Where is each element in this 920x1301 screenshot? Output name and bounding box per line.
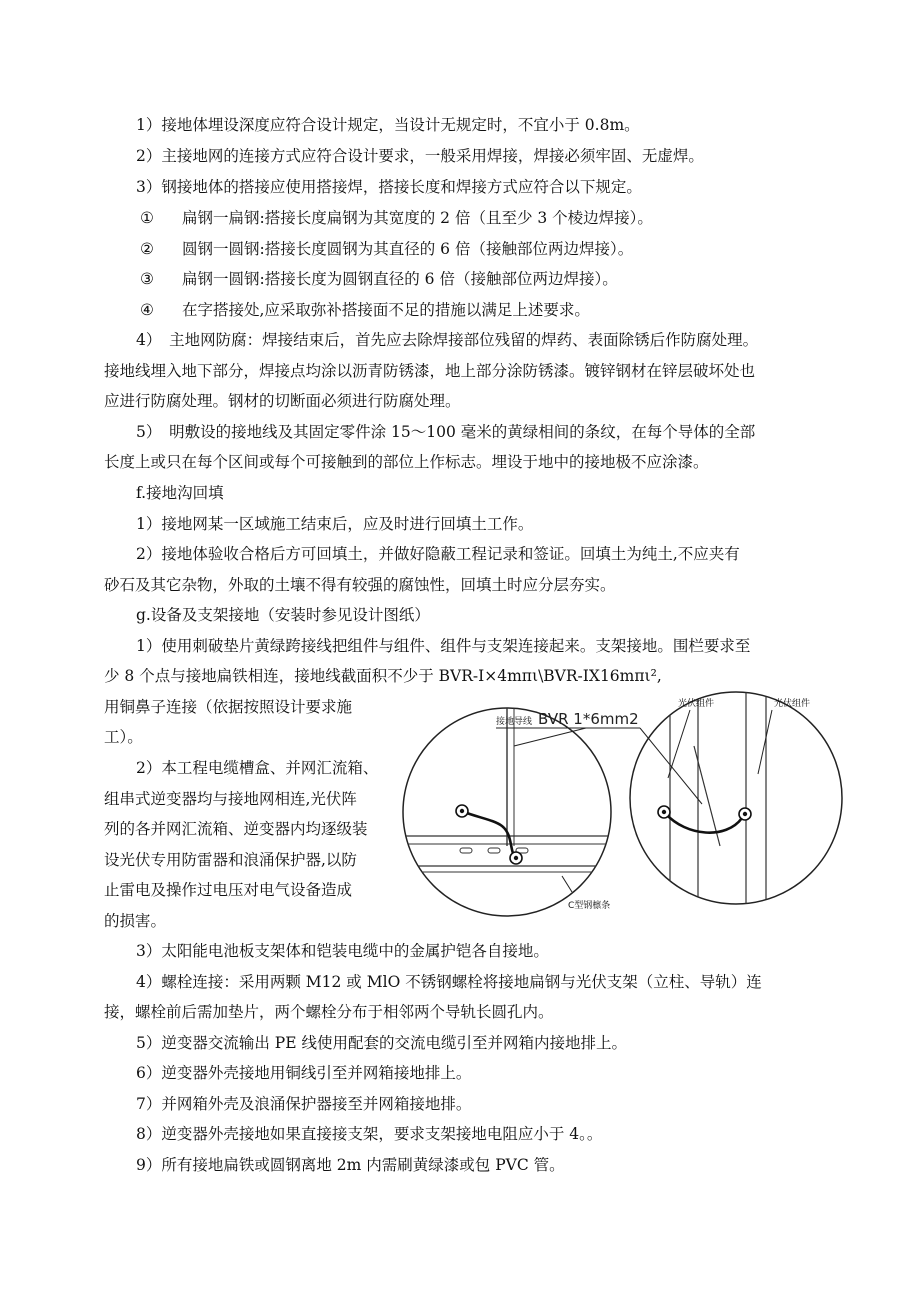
paragraph-line: 4） 主地网防腐：焊接结束后，首先应去除焊接部位残留的焊药、表面除锈后作防腐处理。 <box>136 331 759 349</box>
list-item <box>140 239 634 259</box>
purlin-label: C型钢檩条 <box>568 901 611 911</box>
paragraph-line: 的损害。 <box>104 912 167 930</box>
item-text: 圆钢一圆钢:搭接长度圆钢为其直径的 6 倍（接触部位两边焊接）。 <box>182 240 634 258</box>
section-heading: f.接地沟回填 <box>136 484 224 502</box>
paragraph-line: 7）并网箱外壳及浪涌保护器接至并网箱接地排。 <box>136 1095 472 1113</box>
paragraph-line: 组串式逆变器均与接地网相连,光伏阵 <box>104 790 357 808</box>
section-heading: g.设备及支架接地（安装时参见设计图纸） <box>136 606 430 624</box>
paragraph-line: 设光伏专用防雷器和浪涌保护器,以防 <box>104 851 357 869</box>
paragraph-line: 4）螺栓连接：采用两颗 M12 或 MlO 不锈钢螺栓将接地扁钢与光伏支架（立柱、导轨）连 <box>136 973 762 991</box>
paragraph-line: 接地线埋入地下部分，焊接点均涂以沥青防锈漆，地上部分涂防锈漆。镀锌钢材在锌层破坏处也 <box>104 362 756 380</box>
right-detail <box>630 686 842 916</box>
wire-label: 接地导线 <box>496 717 533 727</box>
paragraph-line: 5）逆变器交流输出 PE 线使用配套的交流电缆引至并网箱内接地排上。 <box>136 1034 627 1052</box>
list-item <box>140 208 653 228</box>
paragraph-line: 接，螺栓前后需加垫片，两个螺栓分布于相邻两个导轨长圆孔内。 <box>104 1003 554 1021</box>
paragraph-line: 9）所有接地扁铁或圆钢离地 2m 内需刷黄绿漆或包 PVC 管。 <box>136 1156 565 1174</box>
paragraph-line: 8）逆变器外壳接地如果直接接支架，要求支架接地电阻应小于 4。。 <box>136 1125 603 1143</box>
paragraph-line: 3）太阳能电池板支架体和铠装电缆中的金属护铠各自接地。 <box>136 942 549 960</box>
item-number: ③ <box>140 270 154 288</box>
paragraph-line: 1）接地体埋设深度应符合设计规定，当设计无规定时，不宜小于 0.8m。 <box>136 116 640 134</box>
leader-line <box>668 710 690 778</box>
module-label: 光伏组件 <box>678 699 715 709</box>
item-number: ① <box>140 209 154 227</box>
paragraph-line: 6）逆变器外壳接地用铜线引至并网箱接地排上。 <box>136 1064 472 1082</box>
item-text: 扁钢一圆钢:搭接长度为圆钢直径的 6 倍（接触部位两边焊接）。 <box>182 270 618 288</box>
left-detail <box>402 706 614 916</box>
paragraph-line: 长度上或只在每个区间或每个可接触到的部位上作标志。埋设于地中的接地极不应涂漆。 <box>104 453 709 471</box>
leader-line <box>758 710 772 774</box>
paragraph-line: 1）接地网某一区域施工结束后，应及时进行回填土工作。 <box>136 515 534 533</box>
paragraph-line: 应进行防腐处理。钢材的切断面必须进行防腐处理。 <box>104 392 461 410</box>
item-text: 在字搭接处,应采取弥补搭接面不足的措施以满足上述要求。 <box>182 301 590 319</box>
paragraph-line: 2）本工程电缆槽盒、并网汇流箱、 <box>136 759 379 777</box>
leader-line <box>562 876 572 892</box>
list-item <box>140 300 590 320</box>
wire-spec-label: BVR 1*6mm2 <box>538 710 639 728</box>
paragraph-line: 砂石及其它杂物，外取的土壤不得有较强的腐蚀性，回填土时应分层夯实。 <box>104 576 616 594</box>
module-label: 光伏组件 <box>774 699 811 709</box>
grounding-figure <box>402 686 848 918</box>
paragraph-line: 用铜鼻子连接（依据按照设计要求施 <box>104 698 353 716</box>
paragraph-line: 2）接地体验收合格后方可回填土，并做好隐蔽工程记录和签证。回填土为纯土,不应夹有 <box>136 545 740 563</box>
item-text: 扁钢一扁钢:搭接长度扁钢为其宽度的 2 倍（且至少 3 个棱边焊接）。 <box>182 209 653 227</box>
paragraph-line: 少 8 个点与接地扁铁相连，接地线截面积不少于 BVR-I×4mπι\BVR-IX16mπι², <box>104 667 662 685</box>
paragraph-line: 5） 明敷设的接地线及其固定零件涂 15～100 毫米的黄绿相间的条纹，在每个导体的全部 <box>136 423 756 441</box>
detail-circle <box>630 692 842 904</box>
list-item <box>140 269 618 289</box>
item-number: ④ <box>140 301 154 319</box>
item-number: ② <box>140 240 154 258</box>
paragraph-line: 3）钢接地体的搭接应使用搭接焊，搭接长度和焊接方式应符合以下规定。 <box>136 178 642 196</box>
grounding-diagram <box>402 686 848 918</box>
paragraph-line: 列的各并网汇流箱、逆变器内均逐级装 <box>104 820 368 838</box>
paragraph-line: 1）使用刺破垫片黄绿跨接线把组件与组件、组件与支架连接起来。支架接地。围栏要求至 <box>136 637 751 655</box>
paragraph-line: 工）。 <box>104 728 143 746</box>
paragraph-line: 止雷电及操作过电压对电气设备造成 <box>104 881 353 899</box>
leader-line <box>640 728 702 804</box>
paragraph-line: 2）主接地网的连接方式应符合设计要求，一般采用焊接，焊接必须牢固、无虚焊。 <box>136 147 704 165</box>
jumper-wire <box>666 814 742 833</box>
